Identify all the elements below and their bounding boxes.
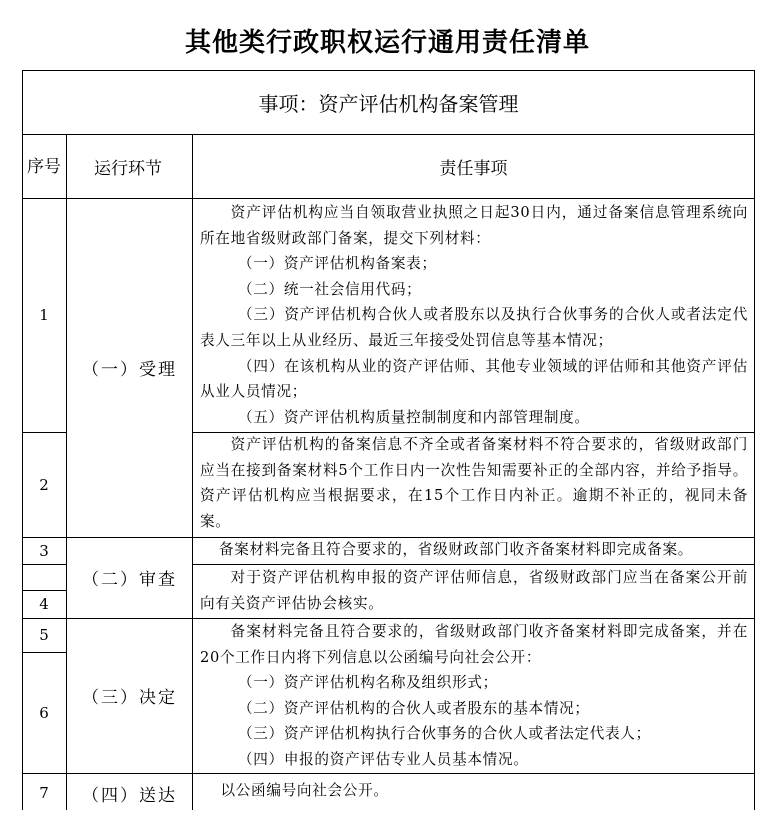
duty-cell-3 [200, 537, 748, 563]
duty-paragraph: 对于资产评估机构申报的资产评估师信息，省级财政部门应当在备案公开前向有关资产评估协会核实。 [200, 569, 748, 612]
duty-cell-1 [200, 200, 748, 430]
header-seq: 序号 [27, 157, 61, 177]
rule [192, 773, 755, 774]
row-number: 3 [39, 541, 49, 560]
header-stage: 运行环节 [94, 158, 162, 179]
duty-paragraph: （二）统一社会信用代码； [237, 280, 422, 298]
duty-paragraph: （一）资产评估机构备案表； [237, 255, 437, 273]
duty-paragraph: （三）资产评估机构执行合伙事务的合伙人或者法定代表人； [237, 725, 651, 743]
row-number: 1 [39, 306, 49, 324]
duty-paragraph: （三）资产评估机构合伙人或者股东以及执行合伙事务的合伙人或者法定代表人三年以上从业经历、最近三年接受处罚信息等基本情况； [200, 306, 748, 349]
matter-heading: 事项：资产评估机构备案管理 [258, 91, 519, 116]
row-number: 6 [39, 703, 49, 722]
row-number: 2 [39, 475, 49, 494]
rule [22, 564, 66, 565]
duty-paragraph: （四）申报的资产评估专业人员基本情况。 [237, 750, 529, 768]
stage-acceptance: （一）受理 [82, 360, 177, 380]
responsibility-table [22, 70, 755, 810]
row-number: 4 [39, 595, 49, 613]
duty-cell-5 [200, 619, 748, 773]
stage-review: （二）审查 [82, 570, 177, 590]
duty-paragraph: 备案材料完备且符合要求的，省级财政部门收齐备案材料即完成备案。 [218, 541, 694, 558]
duty-paragraph: 以公函编号向社会公开。 [220, 782, 389, 799]
stage-decision: （三）决定 [82, 688, 177, 708]
row-number: 7 [39, 784, 49, 802]
duty-paragraph: （四）在该机构从业的资产评估师、其他专业领域的评估师和其他资产评估从业人员情况； [200, 357, 748, 401]
duty-paragraph: 备案材料完备且符合要求的，省级财政部门收齐备案材料即完成备案，并在20个工作日内将下列信息以公函编号向社会公开： [200, 623, 748, 666]
duty-paragraph: 资产评估机构的备案信息不齐全或者备案材料不符合要求的，省级财政部门应当在接到备案材料5个工作日内一次性告知需要补正的全部内容，并给予指导。资产评估机构应当根据要求，在15个工作日内补正。逾期不补正的，视同未备案。 [200, 436, 748, 530]
document-title: 其他类行政职权运行通用责任清单 [184, 28, 590, 58]
row-number: 5 [39, 626, 49, 644]
duty-paragraph: （一）资产评估机构名称及组织形式； [237, 674, 498, 692]
stage-delivery: （四）送达 [82, 785, 177, 806]
col-divider-2 [192, 134, 193, 810]
duty-cell-4 [200, 565, 748, 616]
duty-paragraph: 资产评估机构应当自领取营业执照之日起30日内，通过备案信息管理系统向所在地省级财政部门备案，提交下列材料： [200, 204, 748, 247]
duty-paragraph: （二）资产评估机构的合伙人或者股东的基本情况； [237, 699, 590, 717]
duty-cell-2 [200, 432, 748, 534]
header-duty: 责任事项 [439, 158, 508, 179]
duty-paragraph: （五）资产评估机构质量控制制度和内部管理制度。 [237, 408, 590, 426]
